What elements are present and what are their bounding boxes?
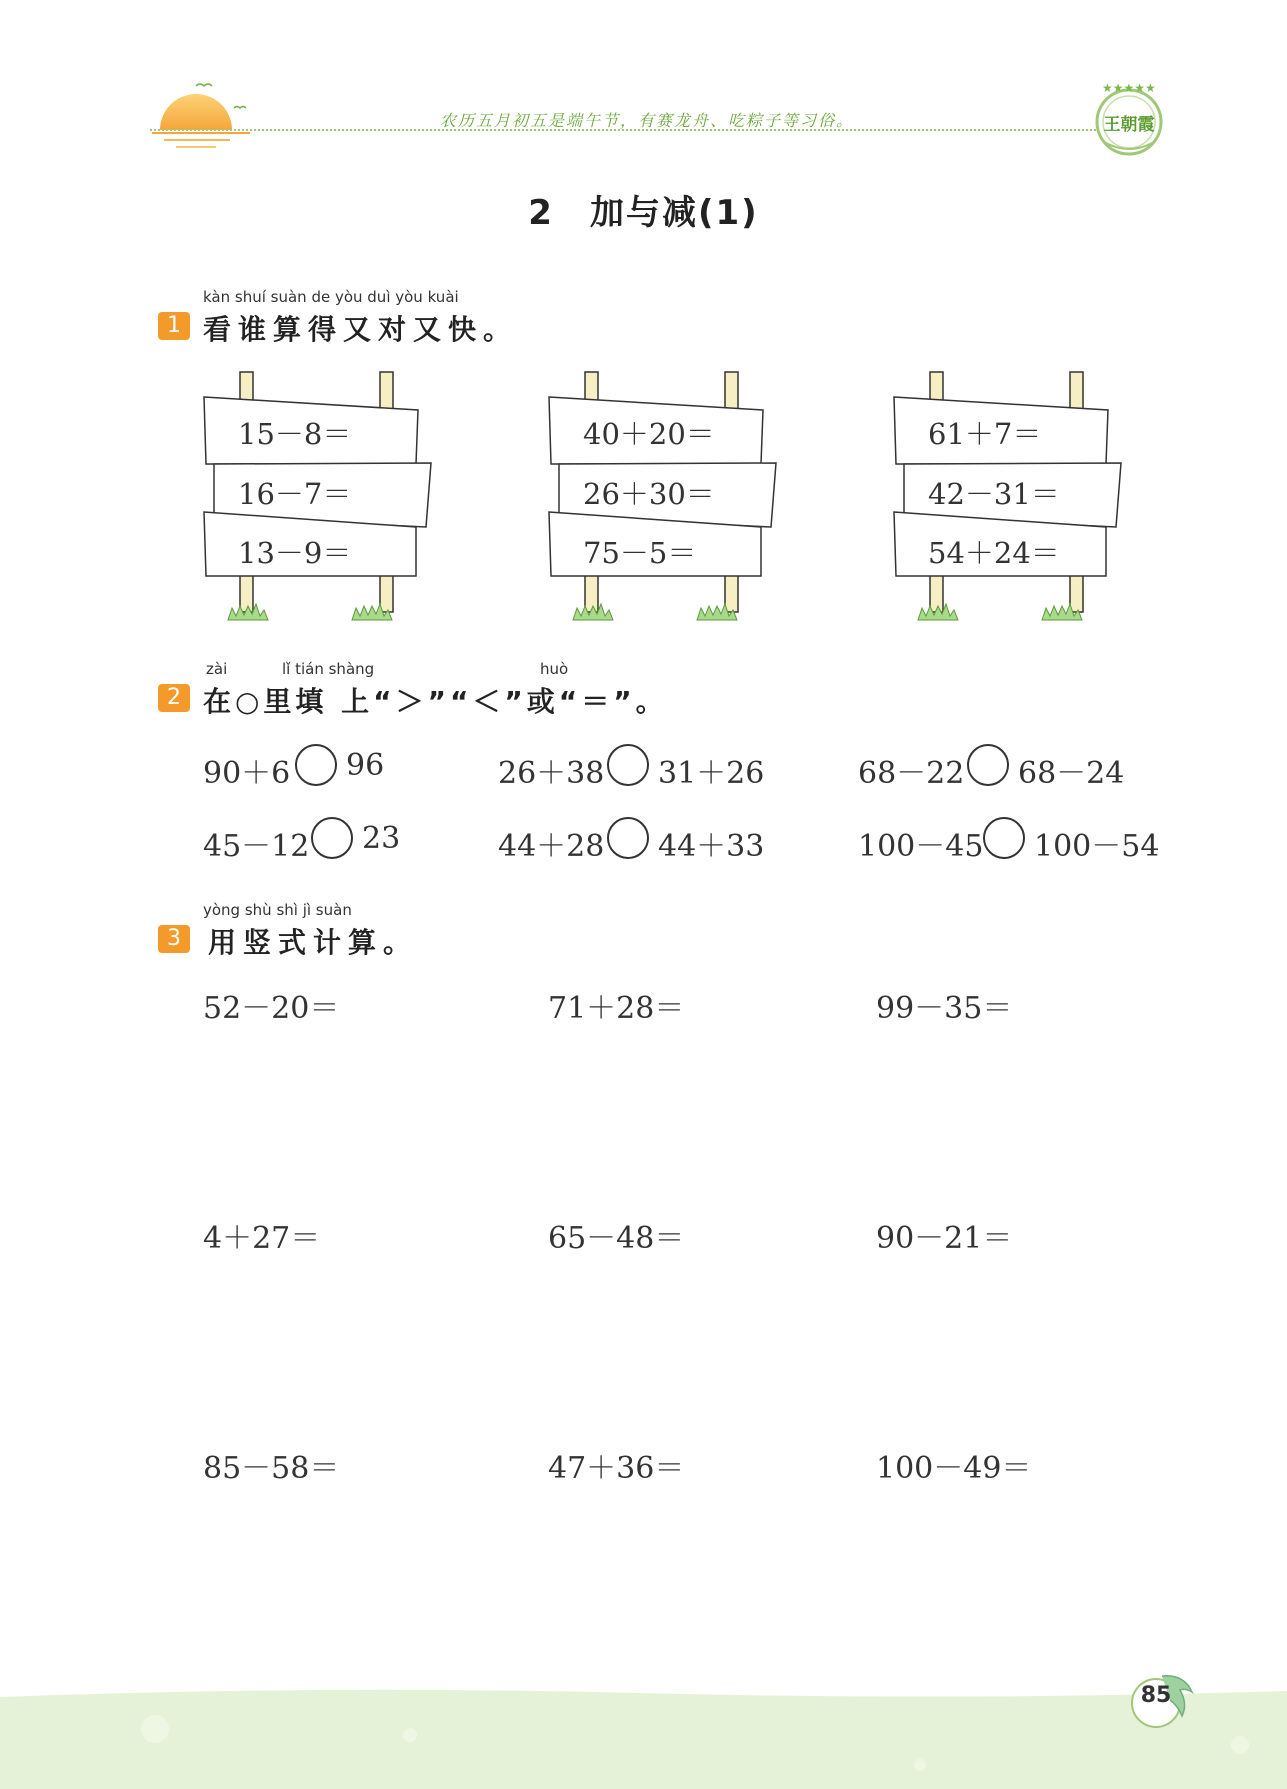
sign-equation: 15－8＝	[238, 417, 352, 451]
section1-title: 看谁算得又对又快。	[203, 313, 519, 346]
svg-text:★★★★★: ★★★★★	[1102, 81, 1156, 95]
sign-equation: 26＋30＝	[583, 477, 715, 511]
header-proverb: 农历五月初五是端午节，有赛龙舟、吃粽子等习俗。	[440, 111, 855, 130]
signpost-2	[545, 370, 785, 625]
compare-right: 96	[346, 748, 385, 783]
vertical-calc-problem: 85－58＝	[203, 1451, 340, 1486]
signpost-1	[200, 370, 440, 625]
section2-number-badge: 2	[158, 684, 190, 712]
compare-left: 90＋6	[203, 756, 291, 791]
compare-right: 44＋33	[658, 829, 765, 864]
sign-equation: 61＋7＝	[928, 417, 1042, 451]
logo-text: 王朝霞	[1103, 115, 1155, 135]
sign-equation: 13－9＝	[238, 536, 352, 570]
answer-circle[interactable]	[967, 744, 1009, 786]
section3-title: 用竖式计算。	[208, 926, 419, 959]
page-number: 85	[1140, 1683, 1172, 1708]
compare-right: 68－24	[1018, 756, 1125, 791]
page-title: 2 加与减(1)	[528, 193, 759, 233]
vertical-calc-problem: 65－48＝	[548, 1221, 685, 1256]
compare-left: 44＋28	[498, 829, 605, 864]
sign-equation: 75－5＝	[583, 536, 697, 570]
vertical-calc-problem: 47＋36＝	[548, 1451, 685, 1486]
section1-number-badge: 1	[158, 312, 190, 340]
compare-right: 23	[362, 821, 401, 856]
section2-title: 在○里填 上“＞”“＜”或“＝”。	[203, 685, 668, 718]
answer-circle[interactable]	[295, 744, 337, 786]
compare-right: 100－54	[1034, 829, 1160, 864]
section2-pinyin-zai: zài	[206, 660, 228, 678]
sign-equation: 54＋24＝	[928, 536, 1060, 570]
compare-left: 45－12	[203, 829, 310, 864]
vertical-calc-problem: 52－20＝	[203, 991, 340, 1026]
sunset-icon	[150, 78, 260, 153]
answer-circle[interactable]	[311, 817, 353, 859]
footer-decoration	[0, 1685, 1287, 1789]
section2-pinyin-li-tian-shang: lǐ tián shàng	[282, 660, 375, 678]
vertical-calc-problem: 99－35＝	[876, 991, 1013, 1026]
signpost-3	[890, 370, 1130, 625]
sign-equation: 16－7＝	[238, 477, 352, 511]
section2-pinyin-huo: huò	[540, 660, 569, 678]
compare-right: 31＋26	[658, 756, 765, 791]
section3-pinyin: yòng shù shì jì suàn	[203, 901, 352, 919]
answer-circle[interactable]	[983, 817, 1025, 859]
compare-left: 100－45	[858, 829, 984, 864]
vertical-calc-problem: 71＋28＝	[548, 991, 685, 1026]
section1-pinyin: kàn shuí suàn de yòu duì yòu kuài	[203, 288, 459, 306]
answer-circle[interactable]	[607, 744, 649, 786]
vertical-calc-problem: 100－49＝	[876, 1451, 1032, 1486]
compare-left: 26＋38	[498, 756, 605, 791]
answer-circle[interactable]	[607, 817, 649, 859]
sign-equation: 40＋20＝	[583, 417, 715, 451]
compare-left: 68－22	[858, 756, 965, 791]
sign-equation: 42－31＝	[928, 477, 1060, 511]
vertical-calc-problem: 4＋27＝	[203, 1221, 321, 1256]
brand-logo	[1088, 78, 1170, 160]
vertical-calc-problem: 90－21＝	[876, 1221, 1013, 1256]
section3-number-badge: 3	[158, 925, 190, 953]
